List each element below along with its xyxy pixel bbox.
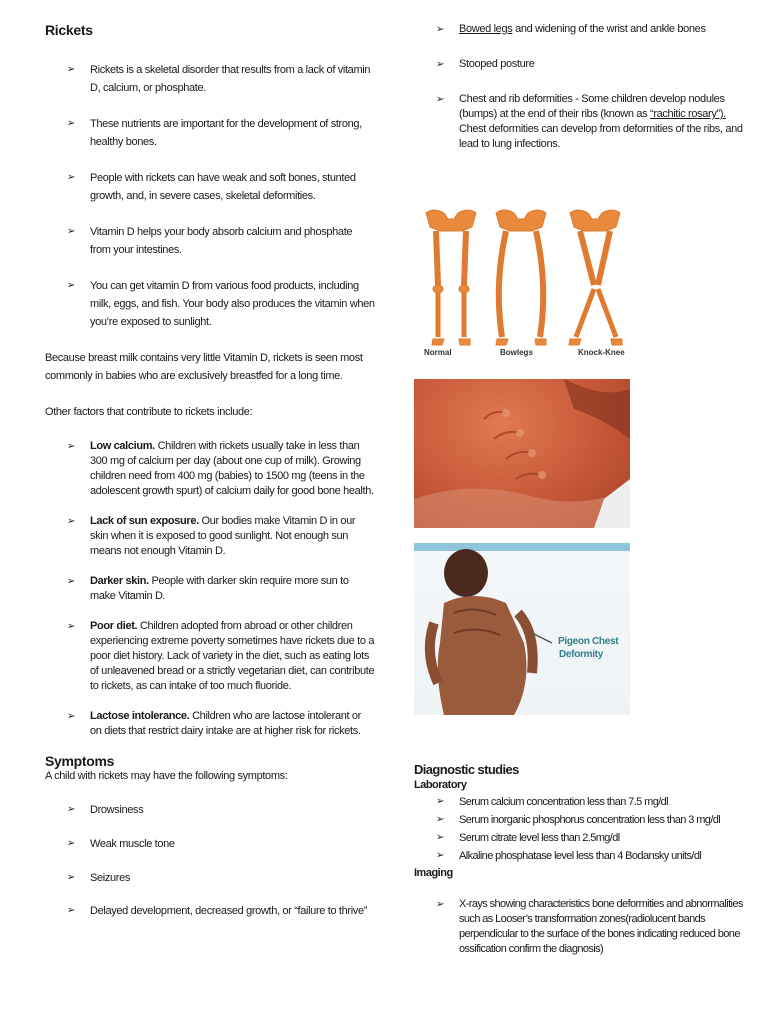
arrow-bullet-icon: ➢ [436, 832, 444, 843]
factors-list [45, 439, 375, 739]
arrow-bullet-icon: ➢ [436, 59, 445, 70]
pigeon-chest-label [558, 635, 618, 661]
list-item-text: You can get vitamin D from various food products, including milk, eggs, and fish. Your body also produces the vitamin when you’re exposed to sunlight. [90, 280, 375, 328]
bowlegs-label: Bowlegs [500, 348, 533, 357]
pigeon-chest-photo [414, 543, 630, 715]
arrow-bullet-icon: ➢ [67, 118, 76, 129]
list-item-text: Chest deformities can develop from deformities of the ribs, and lead to lung infections. [459, 123, 743, 150]
diagnostic-section [414, 762, 744, 957]
rosary-photo-image [414, 379, 630, 528]
factor-text: People with darker skin require more sun to make Vitamin D. [90, 575, 349, 602]
list-item-text: Alkaline phosphatase level less than 4 Bodansky units/dl [459, 850, 702, 862]
normal-legs-icon [426, 210, 476, 345]
list-item [45, 115, 375, 151]
diagnostic-heading: Diagnostic studies [414, 762, 519, 777]
leg-bones-illustration [414, 205, 639, 365]
laboratory-heading: Laboratory [414, 779, 467, 791]
list-item [45, 709, 375, 739]
list-item [45, 801, 375, 819]
arrow-bullet-icon: ➢ [67, 576, 76, 587]
list-item [414, 829, 744, 847]
arrow-bullet-icon: ➢ [436, 850, 444, 861]
list-item [45, 277, 375, 331]
list-item [414, 811, 744, 829]
factor-text: Children with rickets usually take in less than 300 mg of calcium per day (about one cup of milk). Growing children need from 400 mg (babies) to 1500 mg (teens in the adolescent growth spurt) of calcium daily for good bone health. [90, 440, 374, 497]
factor-text: Children who are lactose intolerant or on diets that restrict dairy intake are at higher risk for rickets. [90, 710, 361, 737]
list-item-text: Rickets is a skeletal disorder that results from a lack of vitamin D, calcium, or phosphate. [90, 64, 371, 94]
list-item [414, 92, 744, 152]
list-item-text: Stooped posture [459, 58, 535, 70]
list-item-text: Serum calcium concentration less than 7.5 mg/dl [459, 796, 669, 808]
list-item-text: Weak muscle tone [90, 838, 175, 850]
arrow-bullet-icon: ➢ [436, 814, 444, 825]
factor-lead: Lactose intolerance. [90, 710, 190, 722]
list-item-text: Chest and rib deformities - Some children develop nodules (bumps) at the end of their ribs (known as [459, 93, 725, 120]
list-item [45, 903, 375, 919]
list-item [45, 514, 375, 559]
list-item-text: Serum citrate level less than 2.5mg/dl [459, 832, 620, 844]
list-item-text: Drowsiness [90, 804, 144, 816]
arrow-bullet-icon: ➢ [67, 441, 76, 452]
rickets-heading: Rickets [45, 22, 93, 38]
list-item-text: Vitamin D helps your body absorb calcium and phosphate from your intestines. [90, 226, 353, 256]
leg-alignment-figure [414, 205, 639, 365]
bowed-legs-link-text: Bowed legs [459, 23, 513, 35]
arrow-bullet-icon: ➢ [67, 872, 76, 883]
list-item [414, 22, 744, 37]
knock-knee-icon [569, 210, 622, 345]
factor-lead: Low calcium. [90, 440, 155, 452]
list-item-text: Serum inorganic phosphorus concentration less than 3 mg/dl [459, 814, 721, 826]
normal-label: Normal [424, 348, 452, 357]
list-item [414, 793, 744, 811]
list-item-text: and widening of the wrist and ankle bones [512, 23, 706, 35]
imaging-heading: Imaging [414, 867, 453, 879]
factor-text: Our bodies make Vitamin D in our skin when it is exposed to good sunlight. Not enough sun means not enough Vitamin D. [90, 515, 356, 557]
list-item [45, 619, 375, 694]
left-column [45, 22, 375, 919]
arrow-bullet-icon: ➢ [67, 804, 76, 815]
list-item-text: People with rickets can have weak and soft bones, stunted growth, and, in severe cases, skeletal deformities. [90, 172, 356, 202]
list-item [45, 61, 375, 97]
list-item [45, 223, 375, 259]
laboratory-list [414, 793, 744, 865]
factors-intro: Other factors that contribute to rickets include: [45, 406, 253, 418]
list-item-text: Seizures [90, 872, 130, 884]
pigeon-chest-image [414, 543, 630, 715]
arrow-bullet-icon: ➢ [67, 280, 76, 291]
factor-text: Children adopted from abroad or other children experiencing extreme poverty sometimes have rickets due to a poor diet history. Lack of variety in the diet, such as eating lots of unleavened bread or a strictly vegetarian diet, can contribute to rickets, as can intake of too much fluoride. [90, 620, 375, 692]
list-item [414, 897, 744, 957]
arrow-bullet-icon: ➢ [67, 172, 76, 183]
imaging-list [414, 897, 744, 957]
arrow-bullet-icon: ➢ [436, 899, 444, 910]
bowlegs-icon [496, 210, 546, 345]
more-symptoms-list [414, 22, 744, 152]
list-item [414, 57, 744, 72]
arrow-bullet-icon: ➢ [436, 94, 445, 105]
list-item-text: These nutrients are important for the development of strong, healthy bones. [90, 118, 362, 148]
list-item [45, 869, 375, 887]
arrow-bullet-icon: ➢ [67, 64, 76, 75]
list-item [45, 169, 375, 205]
symptoms-list [45, 801, 375, 919]
arrow-bullet-icon: ➢ [67, 516, 76, 527]
arrow-bullet-icon: ➢ [67, 838, 76, 849]
list-item [45, 439, 375, 499]
rickets-bullet-list [45, 61, 375, 331]
list-item [45, 835, 375, 853]
list-item [414, 847, 744, 865]
arrow-bullet-icon: ➢ [436, 796, 444, 807]
symptoms-intro: A child with rickets may have the following symptoms: [45, 770, 288, 782]
knock-knee-label: Knock-Knee [578, 348, 625, 357]
arrow-bullet-icon: ➢ [67, 621, 76, 632]
rachitic-rosary-photo [414, 379, 630, 528]
arrow-bullet-icon: ➢ [67, 905, 76, 916]
factor-lead: Poor diet. [90, 620, 138, 632]
factor-lead: Darker skin. [90, 575, 149, 587]
pigeon-label-line1: Pigeon Chest [558, 636, 619, 647]
arrow-bullet-icon: ➢ [436, 24, 445, 35]
factor-lead: Lack of sun exposure. [90, 515, 199, 527]
arrow-bullet-icon: ➢ [67, 226, 76, 237]
breast-milk-paragraph: Because breast milk contains very little Vitamin D, rickets is seen most commonly in babies who are exclusively breastfed for a long time. [45, 352, 363, 382]
list-item-text: Delayed development, decreased growth, or “failure to thrive” [90, 905, 368, 917]
right-column [414, 22, 744, 152]
rachitic-rosary-text: “rachitic rosary”). [650, 108, 726, 120]
list-item-text: X-rays showing characteristics bone deformities and abnormalities such as Looser’s transformation zones(radiolucent bands perpendicular to the surface of the bones indicating reduced bone ossification confirm the diagnosis) [459, 898, 743, 955]
pigeon-label-line2: Deformity [559, 649, 603, 660]
arrow-bullet-icon: ➢ [67, 711, 76, 722]
symptoms-heading: Symptoms [45, 753, 115, 769]
list-item [45, 574, 375, 604]
